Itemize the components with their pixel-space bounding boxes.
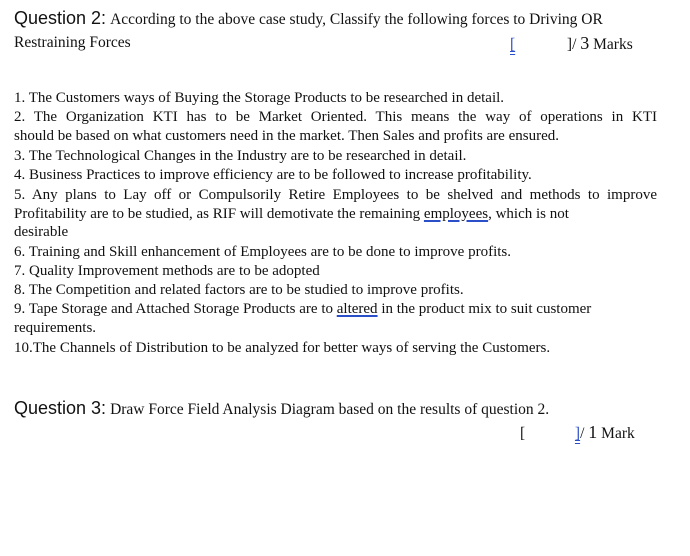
item-7: 7. Quality Improvement methods are to be adopted (14, 263, 320, 279)
question-2-text-line2: Restraining Forces (14, 34, 131, 51)
marks-input-close-bracket[interactable]: ] (574, 425, 581, 442)
question-3-heading (14, 398, 549, 419)
item-4: 4. Business Practices to improve efficiency are to be followed to increase profitability. (14, 167, 532, 183)
item-10: 10.The Channels of Distribution to be analyzed for better ways of serving the Customers. (14, 340, 551, 356)
item-1: 1. The Customers ways of Buying the Storage Products to be researched in detail. (14, 90, 505, 106)
item-9-line1 (14, 301, 591, 318)
marks-input-open-bracket[interactable]: [ (510, 36, 516, 53)
marks-value: 1 (588, 422, 598, 442)
marks-label: Marks (593, 36, 633, 53)
marks-close-bracket: ]/ (566, 36, 577, 53)
question-2-marks (510, 33, 633, 54)
item-9-line2: requirements. (14, 320, 97, 336)
item-6: 6. Training and Skill enhancement of Employees are to be done to improve profits. (14, 244, 511, 260)
item-2-line1: 2. The Organization KTI has to be Market Oriented. This means the way of operations in KTI (14, 109, 657, 125)
item-3: 3. The Technological Changes in the Industry are to be researched in detail. (14, 148, 467, 164)
item-5-line2-text-c: , which is not (488, 206, 569, 222)
marks-value: 3 (580, 33, 590, 53)
item-5-line2 (14, 206, 657, 223)
spellcheck-employees[interactable]: employees (423, 206, 489, 222)
marks-slash: / (580, 425, 585, 442)
marks-open-bracket: [ (520, 425, 526, 442)
spellcheck-altered[interactable]: altered (336, 301, 378, 317)
marks-label: Mark (601, 425, 635, 442)
question-3-label: Question 3: (14, 398, 107, 418)
item-5-line2-text-a: Profitability are to be studied, as RIF will demotivate the remaining (14, 206, 421, 222)
item-5-line1: 5. Any plans to Lay off or Compulsorily Retire Employees to be shelved and methods to improve (14, 187, 657, 203)
item-8: 8. The Competition and related factors are to be studied to improve profits. (14, 282, 464, 298)
question-2-label: Question 2: (14, 8, 107, 28)
question-2-text-line1: According to the above case study, Classify the following forces to Driving OR (110, 11, 603, 28)
item-9-line1-text-a: 9. Tape Storage and Attached Storage Products are to (14, 301, 333, 317)
question-3-text: Draw Force Field Analysis Diagram based on the results of question 2. (110, 401, 550, 418)
item-9-line1-text-c: in the product mix to suit customer (381, 301, 592, 317)
question-2-heading (14, 8, 603, 29)
item-5-line3: desirable (14, 224, 69, 240)
item-2-line2: should be based on what customers need in the market. Then Sales and profits are ensured. (14, 128, 559, 144)
question-3-marks (520, 422, 635, 443)
